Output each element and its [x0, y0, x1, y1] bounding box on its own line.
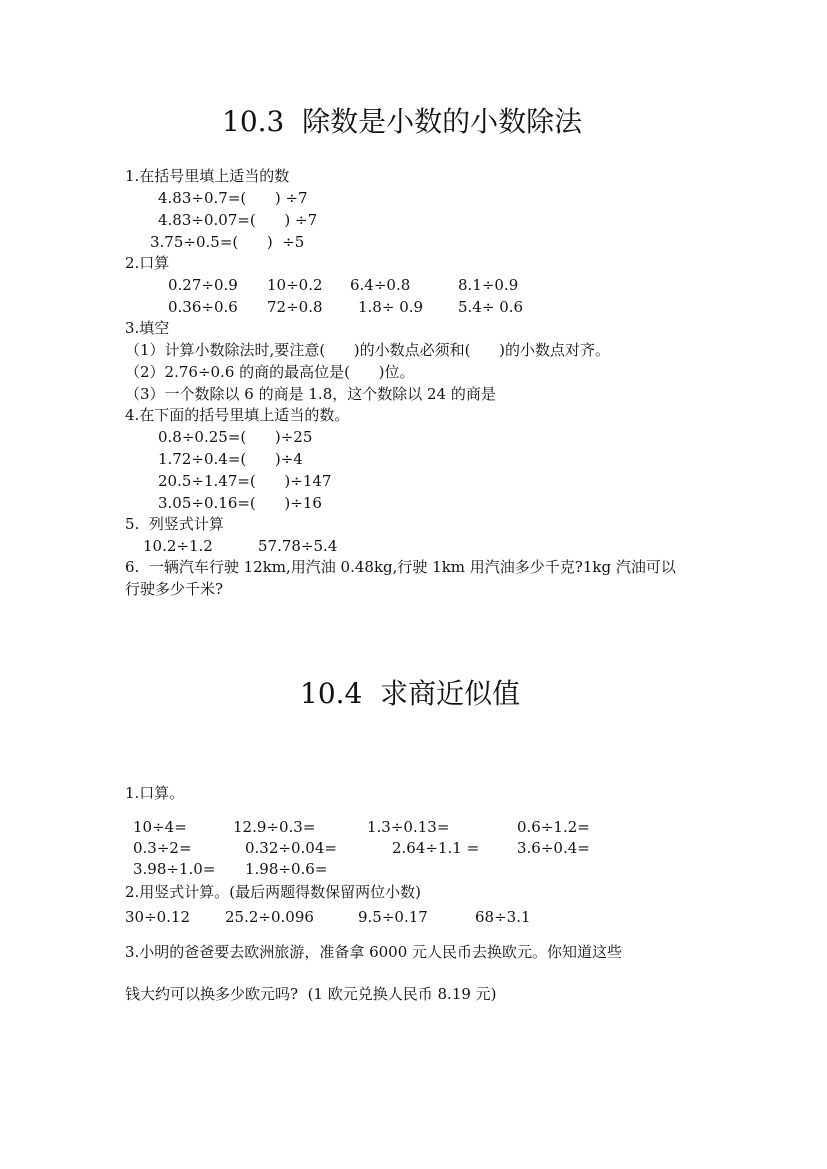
s2-q1-item: 0.32÷0.04= — [245, 839, 337, 857]
s2-q1-heading: 1.口算。 — [125, 784, 185, 802]
q2-item: 8.1÷0.9 — [458, 276, 519, 294]
s2-q3-line: 3.小明的爸爸要去欧洲旅游，准备拿 6000 元人民币去换欧元。你知道这些 — [125, 943, 623, 961]
s2-q1-item: 0.3÷2= — [133, 839, 192, 857]
q5-item: 57.78÷5.4 — [258, 537, 338, 555]
s2-q2-item: 68÷3.1 — [475, 908, 531, 926]
s2-q1-item: 12.9÷0.3= — [233, 818, 316, 836]
s2-q2-heading: 2.用竖式计算。(最后两题得数保留两位小数) — [125, 883, 422, 901]
q2-item: 5.4÷ 0.6 — [458, 298, 524, 316]
s2-q3-line: 钱大约可以换多少欧元吗? (1 欧元兑换人民币 8.19 元) — [125, 985, 497, 1003]
s2-q1-item: 3.6÷0.4= — [517, 839, 590, 857]
s2-q2-item: 25.2÷0.096 — [225, 908, 314, 926]
q1-line: 4.83÷0.07=( ) ÷7 — [158, 211, 318, 229]
section2-title: 10.4 求商近似值 — [300, 677, 521, 710]
s2-q1-item: 1.3÷0.13= — [367, 818, 450, 836]
q5-heading: 5. 列竖式计算 — [125, 515, 224, 533]
q1-heading: 1.在括号里填上适当的数 — [125, 167, 290, 185]
q3-line: （2）2.76÷0.6 的商的最高位是( )位。 — [125, 363, 415, 381]
s2-q1-item: 2.64÷1.1 = — [392, 839, 480, 857]
q4-line: 0.8÷0.25=( )÷25 — [158, 428, 313, 446]
s2-q2-item: 9.5÷0.17 — [358, 908, 428, 926]
q2-item: 72÷0.8 — [267, 298, 323, 316]
q2-heading: 2.口算 — [125, 254, 170, 272]
q4-heading: 4.在下面的括号里填上适当的数。 — [125, 406, 350, 424]
q2-item: 10÷0.2 — [267, 276, 323, 294]
q1-line: 4.83÷0.7=( ) ÷7 — [158, 189, 308, 207]
q5-item: 10.2÷1.2 — [143, 537, 213, 555]
q2-item: 1.8÷ 0.9 — [358, 298, 424, 316]
s2-q1-item: 0.6÷1.2= — [517, 818, 590, 836]
s2-q2-item: 30÷0.12 — [125, 908, 191, 926]
q3-line: （3）一个数除以 6 的商是 1.8，这个数除以 24 的商是 — [125, 385, 496, 403]
s2-q1-item: 1.98÷0.6= — [245, 860, 328, 878]
q2-item: 6.4÷0.8 — [350, 276, 411, 294]
q3-heading: 3.填空 — [125, 319, 170, 337]
q4-line: 3.05÷0.16=( )÷16 — [158, 494, 322, 512]
q3-line: （1）计算小数除法时,要注意( )的小数点必须和( )的小数点对齐。 — [125, 341, 610, 359]
section1-title: 10.3 除数是小数的小数除法 — [222, 105, 583, 138]
q6-line: 行驶多少千米? — [125, 580, 224, 598]
q4-line: 1.72÷0.4=( )÷4 — [158, 450, 303, 468]
s2-q1-item: 10÷4= — [133, 818, 187, 836]
s2-q1-item: 3.98÷1.0= — [133, 860, 216, 878]
q4-line: 20.5÷1.47=( )÷147 — [158, 472, 332, 490]
q2-item: 0.36÷0.6 — [168, 298, 238, 316]
q6-line: 6. 一辆汽车行驶 12km,用汽油 0.48kg,行驶 1km 用汽油多少千克?1kg 汽油可以 — [125, 558, 676, 576]
q1-line: 3.75÷0.5=( ) ÷5 — [150, 233, 305, 251]
q2-item: 0.27÷0.9 — [168, 276, 238, 294]
